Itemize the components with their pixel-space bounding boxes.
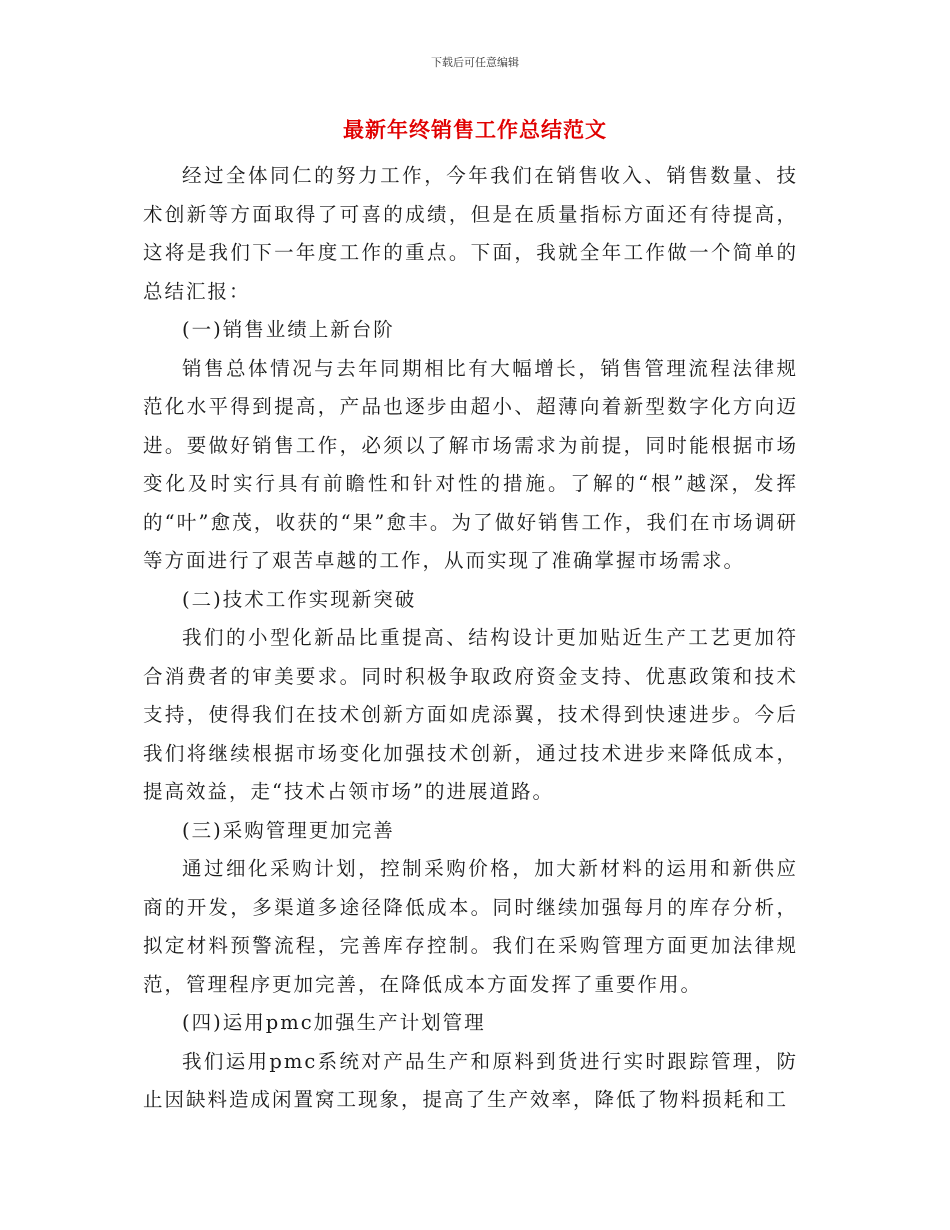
paragraph-intro: 经过全体同仁的努力工作，今年我们在销售收入、销售数量、技术创新等方面取得了可喜的成绩，但是在质量指标方面还有待提高，这将是我们下一年度工作的重点。下面，我就全年工作做一个简单的总结汇报： [143, 164, 798, 303]
paragraph-sales: 销售总体情况与去年同期相比有大幅增长，销售管理流程法律规范化水平得到提高，产品也逐步由超小、超薄向着新型数字化方向迈进。要做好销售工作，必须以了解市场需求为前提，同时能根据市场变化及时实行具有前瞻性和针对性的措施。了解的“根”越深，发挥的“叶”愈茂，收获的“果”愈丰。为了做好销售工作，我们在市场调研等方面进行了艰苦卓越的工作，从而实现了准确掌握市场需求。 [143, 356, 798, 572]
paragraph-procurement: 通过细化采购计划，控制采购价格，加大新材料的运用和新供应商的开发，多渠道多途径降低成本。同时继续加强每月的库存分析，拟定材料预警流程，完善库存控制。我们在采购管理方面更加法律规范，管理程序更加完善，在降低成本方面发挥了重要作用。 [143, 857, 798, 996]
section-heading-3: (三)采购管理更加完善 [182, 818, 395, 842]
section-heading-4: (四)运用pmc加强生产计划管理 [182, 1011, 486, 1034]
paragraph-technology: 我们的小型化新品比重提高、结构设计更加贴近生产工艺更加符合消费者的审美要求。同时积极争取政府资金支持、优惠政策和技术支持，使得我们在技术创新方面如虎添翼，技术得到快速进步。今后我们将继续根据市场变化加强技术创新，通过技术进步来降低成本，提高效益，走“技术占领市场”的进展道路。 [143, 626, 798, 803]
page-header-note: 下载后可任意编辑 [431, 56, 519, 69]
paragraph-pmc: 我们运用pmc系统对产品生产和原料到货进行实时跟踪管理，防止因缺料造成闲置窝工现象，提高了生产效率，降低了物料损耗和工 [143, 1049, 798, 1111]
document-body [143, 157, 798, 1120]
section-heading-1: (一)销售业绩上新台阶 [182, 318, 395, 341]
document-title: 最新年终销售工作总结范文 [343, 117, 607, 142]
section-heading-2: (二)技术工作实现新突破 [182, 587, 417, 611]
